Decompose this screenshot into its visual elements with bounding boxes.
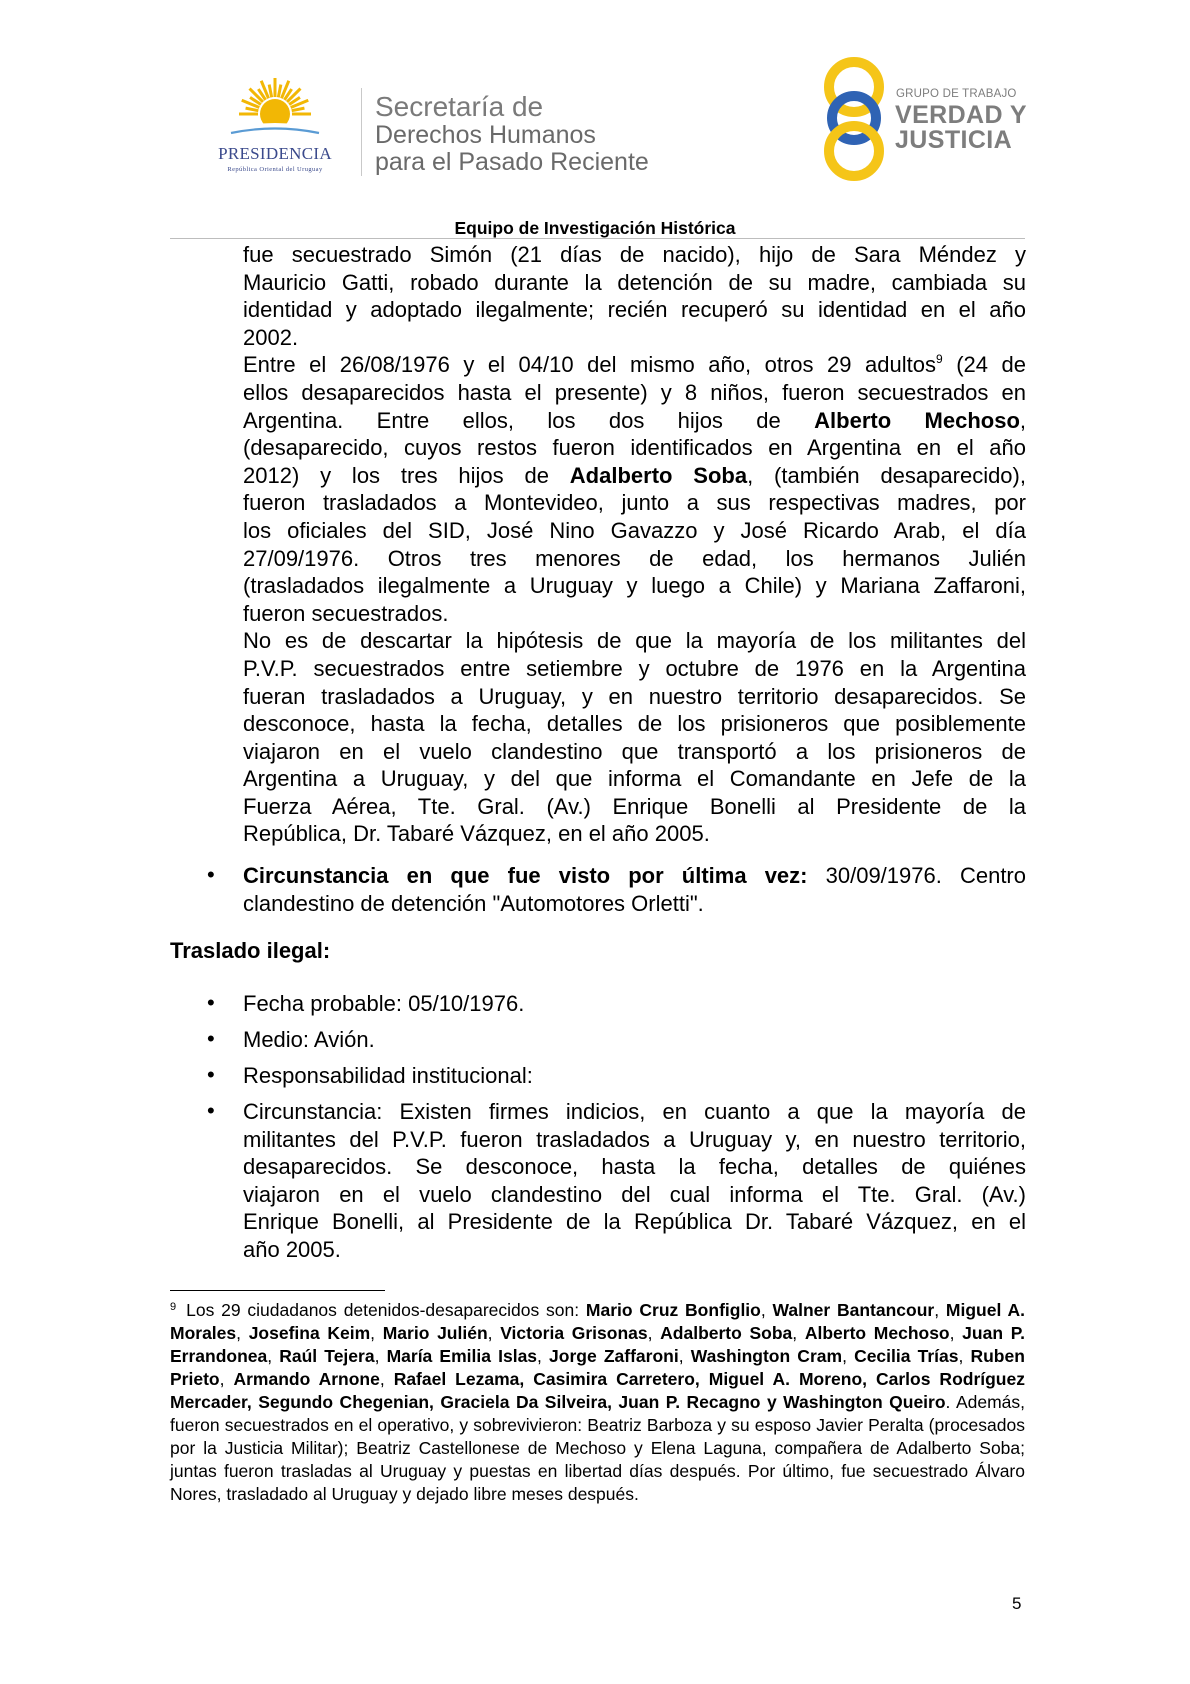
p1-line1: fue secuestrado Simón (21 días de nacido), hijo de Sara Méndez y [243,242,1026,267]
page-number: 5 [1012,1594,1022,1613]
rings-icon [816,55,892,185]
team-title: Equipo de Investigación Histórica [454,218,736,238]
presidencia-logo [195,78,355,178]
circunstancia-line1: Circunstancia en que fue visto por última vez: 30/09/1976. Centro [243,863,1026,888]
presidencia-subtitle: República Oriental del Uruguay [227,166,323,173]
bullet-marker: • [207,1026,215,1051]
p2-line1: Entre el 26/08/1976 y el 04/10 del mismo año, otros 29 adultos$^9$ (24 de [243,352,1026,378]
traslado-circ-line3: desaparecidos. Se desconoce, hasta la fecha, detalles de quiénes [243,1154,1026,1180]
p2-line4: (desaparecido, cuyos restos fueron identificados en Argentina en el año [243,435,1026,461]
footnote-number: 9 [170,1301,177,1313]
p2-line5: 2012) y los tres hijos de Adalberto Soba, (también desaparecido), [243,462,1026,488]
bullet-marker: • [207,990,215,1015]
p3-line7: Fuerza Aérea, Tte. Gral. (Av.) Enrique Bonelli al Presidente de la [243,793,1026,819]
body-paragraphs [243,241,1026,848]
circunstancia-line2: clandestino de detención "Automotores Orletti". [243,890,704,916]
traslado-circ-line6: año 2005. [243,1236,341,1262]
p3-line8: República, Dr. Tabaré Vázquez, en el año 2005. [243,821,710,847]
sun-icon [225,78,325,144]
secretaria-logo-text [375,92,649,176]
traslado-circ-line2: militantes del P.V.P. fueron trasladados a Uruguay y, en nuestro territorio, [243,1126,1026,1152]
p2-line10: fueron secuestrados. [243,600,449,626]
p1-line3: identidad y adoptado ilegalmente; recién recuperó su identidad en el año [243,297,1026,323]
secretaria-line3: para el Pasado Reciente [375,148,649,176]
traslado-circ-line4: viajaron en el vuelo clandestino del cual informa el Tte. Gral. (Av.) [243,1181,1026,1207]
traslado-medio: Medio: Avión. [243,1027,375,1052]
traslado-circ-line1: Circunstancia: Existen firmes indicios, en cuanto a que la mayoría de [243,1099,1026,1124]
traslado-responsabilidad: Responsabilidad institucional: [243,1063,533,1088]
p3-line4: desconoce, hasta la fecha, detalles de los prisioneros que posiblemente [243,711,1026,737]
p2-line3: Argentina. Entre ellos, los dos hijos de Alberto Mechoso, [243,407,1027,433]
secretaria-line2: Derechos Humanos [375,121,596,149]
p3-line5: viajaron en el vuelo clandestino que transportó a los prisioneros de [243,738,1026,764]
bullet-circunstancia [243,862,1026,917]
footnote-ref-9[interactable]: 9 [936,352,943,367]
p3-line3: fueran trasladados a Uruguay, y en nuestro territorio desaparecidos. Se [243,683,1026,709]
p2-line7: los oficiales del SID, José Nino Gavazzo y José Ricardo Arab, el día [243,517,1026,543]
p2-line8: 27/09/1976. Otros tres menores de edad, los hermanos Julién [243,545,1026,571]
header-rule [170,238,1025,239]
p2-line6: fueron trasladados a Montevideo, junto a sus respectivas madres, por [243,490,1026,516]
p3-line1: No es de descartar la hipótesis de que la mayoría de los militantes del [243,628,1026,654]
presidencia-name: PRESIDENCIA [218,144,332,163]
bullet-marker: • [207,1062,215,1087]
grupo-trabajo-label: GRUPO DE TRABAJO [896,88,1017,100]
p3-line6: Argentina a Uruguay, y del que informa el Comandante en Jefe de la [243,766,1026,792]
page-header [0,0,1190,200]
secretaria-line1: Secretaría de [375,91,544,122]
p1-line2: Mauricio Gatti, robado durante la detención de su madre, cambiada su [243,269,1026,295]
p1-line4: 2002. [243,324,299,350]
grupo-justicia-label: JUSTICIA [895,126,1013,154]
bullet-marker: • [207,862,215,887]
traslado-circunstancia [243,1098,1026,1264]
p3-line2: P.V.P. secuestrados entre setiembre y octubre de 1976 en la Argentina [243,655,1026,681]
p2-line2: ellos desaparecidos hasta el presente) y 8 niños, fueron secuestrados en [243,379,1026,405]
traslado-fecha: Fecha probable: 05/10/1976. [243,991,525,1016]
bullet-marker: • [207,1098,215,1123]
footnote-9: $^9$ Los 29 ciudadanos detenidos-desaparecidos son: Mario Cruz Bonfiglio, Walner Bantancour, Miguel A. Morales, Josefina Keim, Mario Julién, Victoria Grisonas, Adalberto Soba, Alberto Mechoso, Juan P. Errandonea, Raúl Tejera, María Emilia Islas, Jorge Zaffaroni, Washington Cram, Cecilia Trías, Ruben Prieto, Armando Arnone, Rafael Lezama, Casimira Carretero, Miguel A. Moreno, Carlos Rodríguez Mercader, Segundo Chegenian, Graciela Da Silveira, Juan P. Recagno y Washington Queiro. Además, fueron secuestrados en el operativo, y sobrevivieron: Beatriz Barboza y su esposo Javier Peralta (procesados por la Justicia Militar); Beatriz Castellonese de Mechoso y Elena Laguna, compañera de Adalberto Soba; juntas fueron trasladas al Uruguay y puestas en libertad días después. Por último, fue secuestrado Álvaro Nores, trasladado al Uruguay y dejado libre meses después. [170,1300,1025,1504]
grupo-verdad-label: VERDAD Y [895,101,1027,129]
footnote-separator [170,1290,385,1291]
header-divider [361,88,362,176]
section-heading-traslado: Traslado ilegal: [170,938,331,963]
verdad-justicia-logo [816,55,1036,185]
p2-line9: (trasladados ilegalmente a Uruguay y luego a Chile) y Mariana Zaffaroni, [243,573,1026,599]
traslado-circ-line5: Enrique Bonelli, al Presidente de la República Dr. Tabaré Vázquez, en el [243,1209,1026,1235]
